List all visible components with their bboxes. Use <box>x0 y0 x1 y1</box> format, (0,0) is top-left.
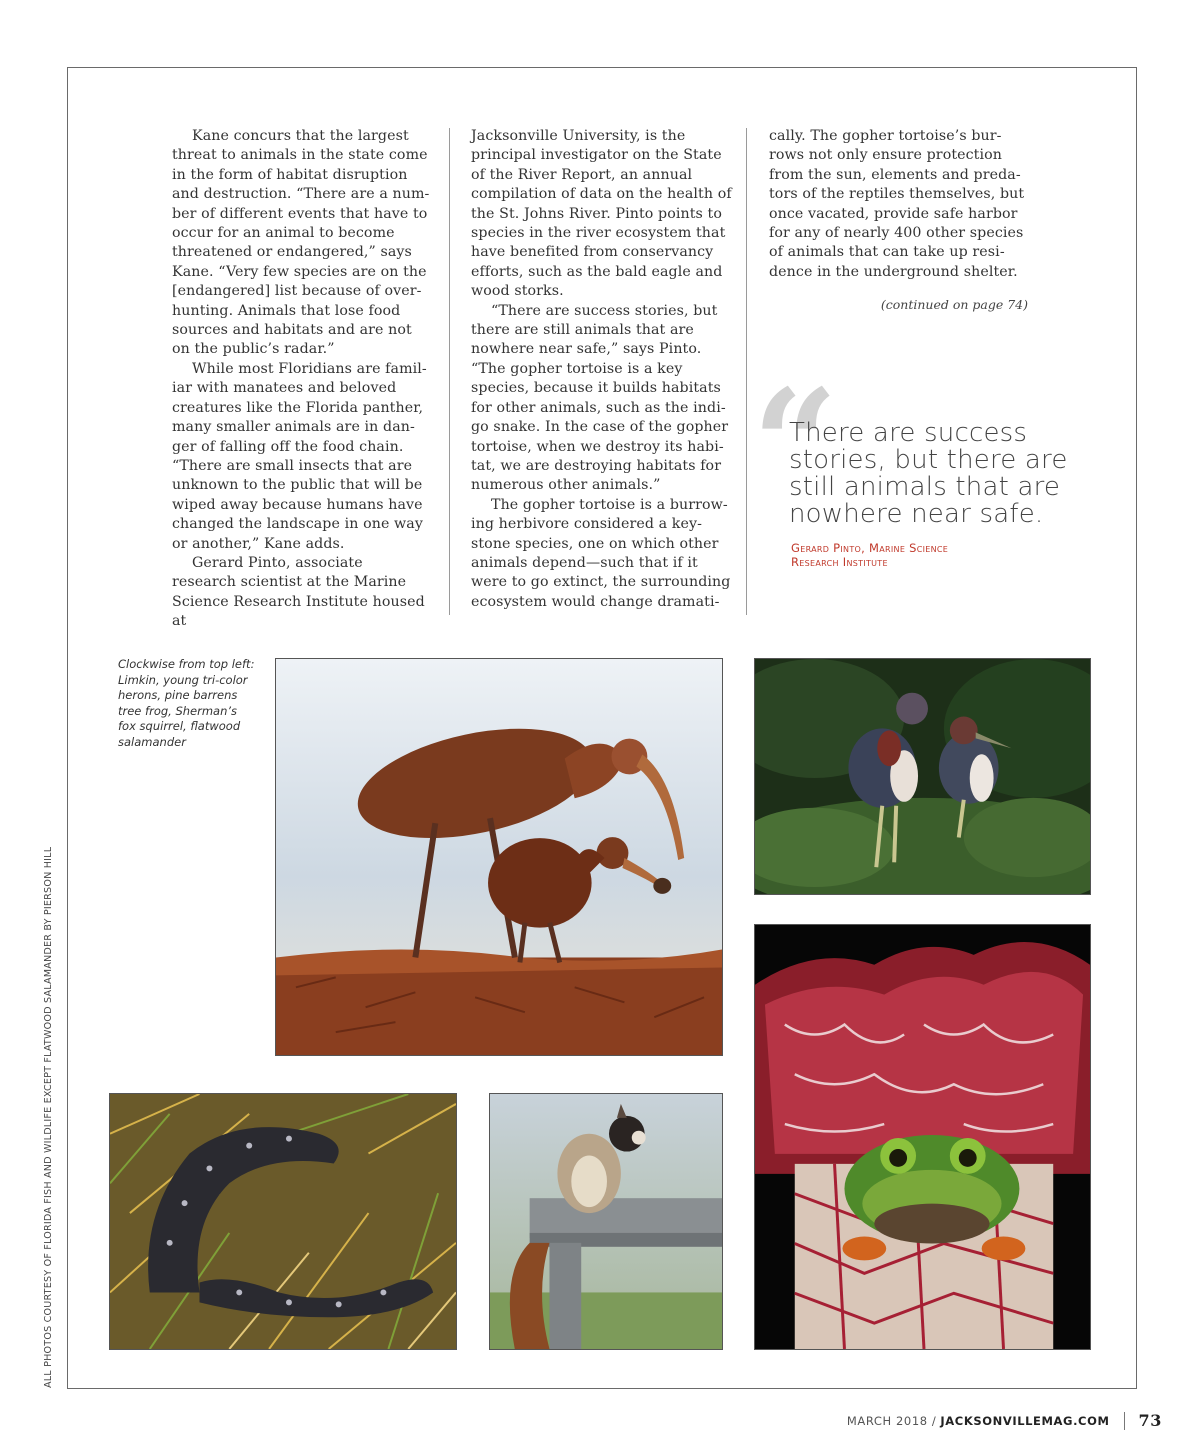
website-link[interactable]: JACKSONVILLEMAG.COM <box>940 1413 1110 1428</box>
paragraph: The gopher tortoise is a burrow-ing herbivore considered a key-stone species, one on which other animals depend—such that if it were to go extinct, the surrounding ecosystem would change dramati- <box>471 496 731 610</box>
paragraph: While most Floridians are famil-iar with manatees and beloved creatures like the Florida panther, many smaller animals are in dan-ger of falling off the food chain. “There are small insects that are unknown to the public that will be wiped away because humans have changed the landscape in one way or another,” Kane adds. <box>172 360 427 552</box>
column-divider <box>746 128 747 615</box>
salamander-photo <box>109 1093 457 1350</box>
photo-caption: Clockwise from top left: Limkin, young tri-color herons, pine barrens tree frog, Sherman’s fox squirrel, flatwood salamander <box>118 657 255 749</box>
photo-credit: ALL PHOTOS COURTESY OF FLORIDA FISH AND WILDLIFE EXCEPT FLATWOOD SALAMANDER BY PIERSON HILL <box>43 846 54 1388</box>
paragraph: cally. The gopher tortoise’s bur-rows not only ensure protection from the sun, elements and preda-tors of the reptiles themselves, but once vacated, provide safe harbor for any of nearly 400 other species of animals that can take up resi-dence in the underground shelter. <box>769 128 1025 280</box>
article-column-3 <box>769 127 1031 282</box>
footer-divider <box>1124 1412 1125 1430</box>
paragraph: Kane concurs that the largest threat to animals in the state come in the form of habitat disruption and destruction. “There are a num-ber of different events that have to occur for an animal to become threatened or endangered,” says Kane. “Very few species are on the [endangered] list because of over-hunting. Animals that lose food sources and habitats and are not on the public’s radar.” <box>172 128 430 358</box>
quote-mark-icon: “ <box>752 357 839 533</box>
fox-squirrel-photo <box>489 1093 723 1350</box>
paragraph: “There are success stories, but there are still animals that are nowhere near safe,” says Pinto. “The gopher tortoise is a key species, because it builds habitats for other animals, such as the indi-go snake. In the case of the gopher tortoise, when we destroy its habi-tat, we are destroying habitats for numerous other animals.” <box>471 302 729 494</box>
article-column-2 <box>471 127 733 612</box>
issue-date: MARCH 2018 / <box>846 1413 937 1428</box>
pull-quote: There are success stories, but there are still animals that are nowhere near safe. <box>789 418 1068 529</box>
paragraph: Gerard Pinto, associate research scientist at the Marine Science Research Institute housed at <box>172 554 425 630</box>
limpkin-photo <box>275 658 723 1056</box>
attribution-line: Research Institute <box>791 555 888 569</box>
page-footer <box>847 1411 1162 1430</box>
paragraph: Jacksonville University, is the principal investigator on the State of the River Report, an annual compilation of data on the health of the St. Johns River. Pinto points to species in the river ecosystem that have benefited from conservancy efforts, such as the bald eagle and wood storks. <box>471 128 732 300</box>
tricolor-herons-photo <box>754 658 1091 895</box>
column-divider <box>449 128 450 615</box>
article-column-1 <box>172 127 430 632</box>
attribution-line: Gerard Pinto, Marine Science <box>791 541 949 555</box>
continued-note: (continued on page 74) <box>880 297 1028 312</box>
pull-quote-attribution <box>791 541 1051 569</box>
tree-frog-photo <box>754 924 1091 1350</box>
page-number: 73 <box>1138 1411 1162 1430</box>
